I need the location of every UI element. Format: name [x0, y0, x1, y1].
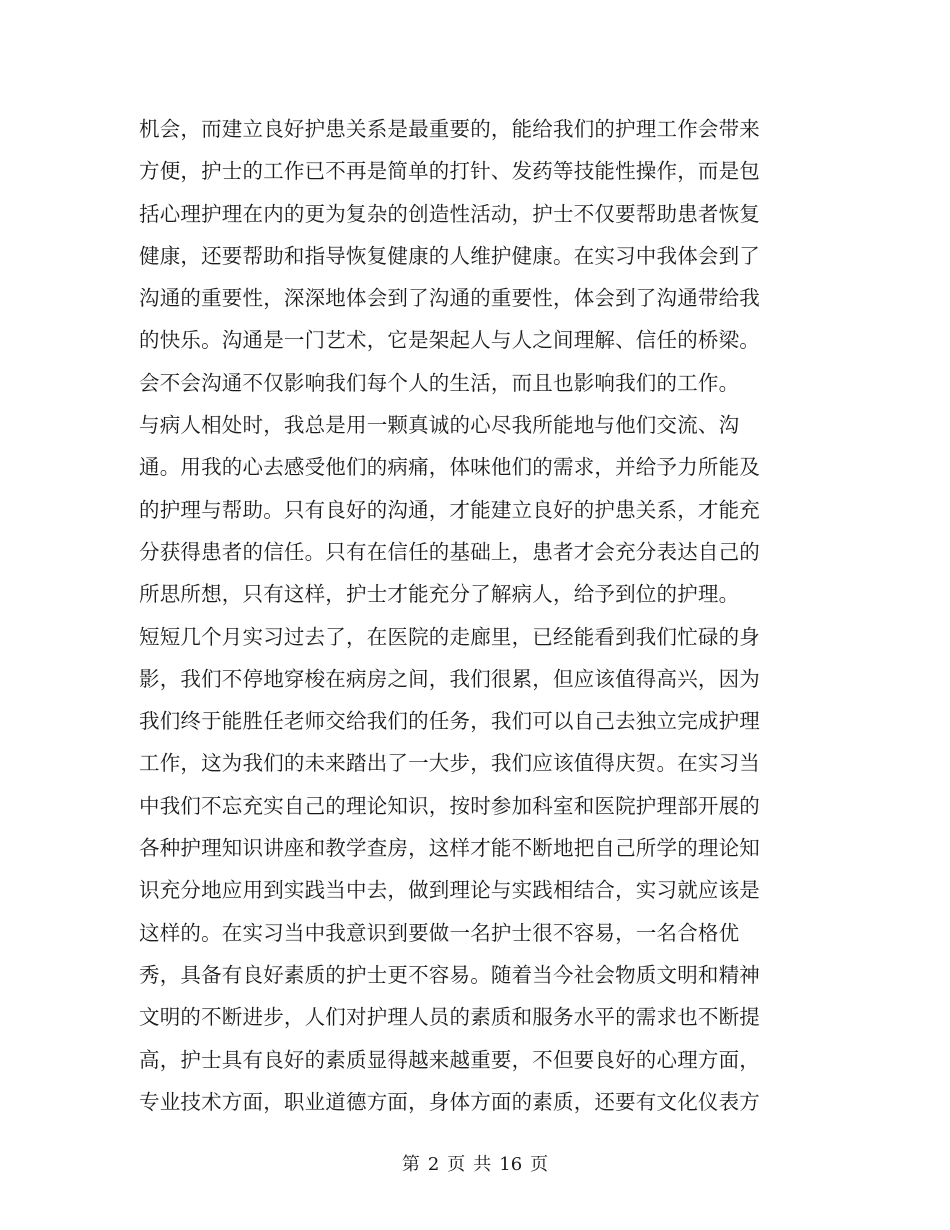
page-number-footer: [0, 1150, 950, 1176]
text-line: 通。用我的心去感受他们的病痛，体味他们的需求，并给予力所能及: [139, 455, 760, 480]
text-line: 分获得患者的信任。只有在信任的基础上，患者才会充分表达自己的: [139, 539, 760, 564]
text-line: 专业技术方面，职业道德方面，身体方面的素质，还要有文化仪表方: [139, 1089, 760, 1114]
text-line: 机会，而建立良好护患关系是最重要的，能给我们的护理工作会带来: [139, 117, 760, 141]
text-line: 会不会沟通不仅影响我们每个人的生活，而且也影响我们的工作。: [139, 370, 740, 395]
text-line: 所思所想，只有这样，护士才能充分了解病人，给予到位的护理。: [139, 582, 740, 607]
text-line: 我们终于能胜任老师交给我们的任务，我们可以自己去独立完成护理: [139, 709, 760, 734]
text-line: 沟通的重要性，深深地体会到了沟通的重要性，体会到了沟通带给我: [139, 286, 760, 311]
text-line: 的快乐。沟通是一门艺术，它是架起人与人之间理解、信任的桥梁。: [139, 328, 760, 353]
text-line: 影，我们不停地穿梭在病房之间，我们很累，但应该值得高兴，因为: [139, 666, 760, 691]
total-label: 共: [473, 1154, 492, 1175]
page-label-mid: 页: [447, 1154, 466, 1175]
text-line: 这样的。在实习当中我意识到要做一名护士很不容易，一名合格优: [139, 920, 740, 945]
text-line: 方便，护士的工作已不再是简单的打针、发药等技能性操作，而是包: [139, 159, 760, 184]
text-line: 识充分地应用到实践当中去，做到理论与实践相结合，实习就应该是: [139, 878, 760, 903]
document-body: [139, 108, 759, 1123]
text-line: 秀，具备有良好素质的护士更不容易。随着当今社会物质文明和精神: [139, 962, 760, 987]
text-line: 与病人相处时，我总是用一颗真诚的心尽我所能地与他们交流、沟: [139, 413, 740, 438]
text-line: 健康，还要帮助和指导恢复健康的人维护健康。在实习中我体会到了: [139, 243, 760, 268]
text-line: 中我们不忘充实自己的理论知识，按时参加科室和医院护理部开展的: [139, 793, 760, 818]
total-pages-number: 16: [499, 1154, 523, 1175]
current-page-number: 2: [427, 1154, 440, 1175]
text-line: 高，护士具有良好的素质显得越来越重要，不但要良好的心理方面，: [139, 1047, 760, 1072]
text-line: 工作，这为我们的未来踏出了一大步，我们应该值得庆贺。在实习当: [139, 751, 760, 776]
text-line: 各种护理知识讲座和教学查房，这样才能不断地把自己所学的理论知: [139, 836, 760, 861]
text-line: 短短几个月实习过去了，在医院的走廊里，已经能看到我们忙碌的身: [139, 624, 760, 649]
text-line: 的护理与帮助。只有良好的沟通，才能建立良好的护患关系，才能充: [139, 497, 760, 522]
page-label-suffix: 页: [530, 1154, 549, 1175]
page-label-prefix: 第: [401, 1154, 420, 1175]
text-line: 括心理护理在内的更为复杂的创造性活动，护士不仅要帮助患者恢复: [139, 201, 760, 226]
text-line: 文明的不断进步，人们对护理人员的素质和服务水平的需求也不断提: [139, 1005, 760, 1030]
